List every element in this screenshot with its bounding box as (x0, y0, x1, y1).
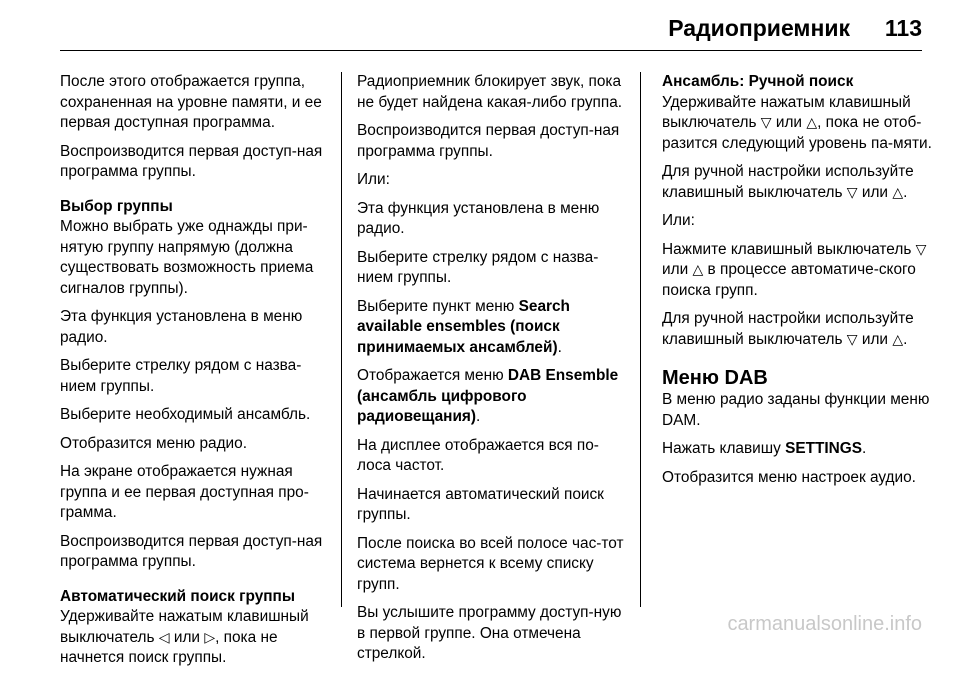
down-icon: ▽ (915, 241, 927, 258)
section-heading-dab-menu: Меню DAB (662, 367, 768, 389)
paragraph: Выберите стрелку рядом с назва-нием группы. (60, 357, 302, 395)
paragraph: Выберите стрелку рядом с назва-нием группы. (357, 248, 599, 286)
paragraph: Удерживайте нажатым клавишный выключатель ◁ или ▷, пока не начнется поиск группы. (60, 608, 309, 666)
up-icon: △ (806, 115, 818, 131)
down-icon: ▽ (846, 184, 858, 201)
up-icon: △ (692, 262, 704, 278)
paragraph: Для ручной настройки используйте клавишный выключатель ▽ или △. (662, 310, 914, 348)
paragraph: Эта функция установлена в меню радио. (60, 308, 303, 346)
seek-left-icon: ◁ (158, 629, 170, 646)
section-heading-auto-search: Автоматический поиск группы (60, 587, 295, 605)
paragraph: Воспроизводится первая доступ-ная программа группы. (60, 142, 323, 180)
column-3 (662, 72, 932, 496)
paragraph: Отображается меню DAB Ensemble (ансамбль цифрового радиовещания). (357, 367, 619, 425)
section-heading-manual-search: Ансамбль: Ручной поиск (662, 73, 854, 90)
paragraph: Выберите необходимый ансамбль. (60, 406, 311, 423)
paragraph: Или: (357, 171, 390, 188)
down-icon: ▽ (760, 115, 772, 131)
page-header (0, 0, 960, 50)
paragraph: Вы услышите программу доступ-ную в первой группе. Она отмечена стрелкой. (357, 604, 622, 662)
paragraph: После поиска во всей полосе час-тот система вернется к всему списку групп. (357, 534, 624, 593)
page-number: 113 (884, 15, 922, 41)
page-title: Радиоприемник (668, 15, 850, 41)
paragraph: Или: (662, 212, 695, 229)
column-divider-2 (640, 72, 641, 607)
up-icon: △ (892, 331, 904, 348)
paragraph: Начинается автоматический поиск группы. (357, 485, 604, 523)
paragraph: Отобразится меню радио. (60, 434, 247, 452)
paragraph: Отобразится меню настроек аудио. (662, 468, 916, 486)
section-heading-select-group: Выбор группы (60, 197, 173, 215)
paragraph: Можно выбрать уже однажды при-нятую группу напрямую (должна существовать возможность приема сигналов группы). (60, 218, 314, 297)
paragraph: Воспроизводится первая доступ-ная программа группы. (60, 532, 323, 570)
paragraph: На экране отображается нужная группа и ее первая доступная про-грамма. (60, 463, 309, 521)
watermark: carmanualsonline.info (727, 613, 922, 635)
paragraph: Воспроизводится первая доступ-ная программа группы. (357, 122, 620, 160)
column-divider-1 (341, 72, 342, 607)
paragraph: Удерживайте нажатым клавишный выключатель ▽ или △, пока не отоб-разится следующий уровень па-мяти. (662, 93, 932, 152)
up-icon: △ (892, 184, 904, 201)
column-1 (60, 72, 335, 677)
column-2 (357, 72, 627, 673)
paragraph: В меню радио заданы функции меню DAM. (662, 391, 930, 429)
header-rule (60, 50, 922, 51)
paragraph: Нажмите клавишный выключатель ▽ или △ в процессе автоматиче-ского поиска групп. (662, 240, 927, 299)
paragraph: Радиоприемник блокирует звук, пока не будет найдена какая-либо группа. (357, 73, 623, 111)
down-icon: ▽ (846, 331, 858, 348)
paragraph: После этого отображается группа, сохраненная на уровне памяти, и ее первая доступная программа. (60, 73, 322, 131)
menu-item-search-ensembles: Search available ensembles (поиск принимаемых ансамблей) (357, 297, 570, 356)
paragraph: Нажать клавишу SETTINGS. (662, 440, 867, 457)
settings-key-label: SETTINGS (785, 440, 863, 457)
seek-right-icon: ▷ (204, 629, 216, 646)
paragraph: Для ручной настройки используйте клавишный выключатель ▽ или △. (662, 163, 914, 201)
paragraph: На дисплее отображается вся по-лоса частот. (357, 436, 599, 474)
paragraph: Эта функция установлена в меню радио. (357, 199, 600, 237)
menu-name-dab-ensemble: DAB Ensemble (ансамбль цифрового радиовещания) (357, 367, 619, 425)
paragraph: Выберите пункт меню Search available ensembles (поиск принимаемых ансамблей). (357, 297, 570, 356)
